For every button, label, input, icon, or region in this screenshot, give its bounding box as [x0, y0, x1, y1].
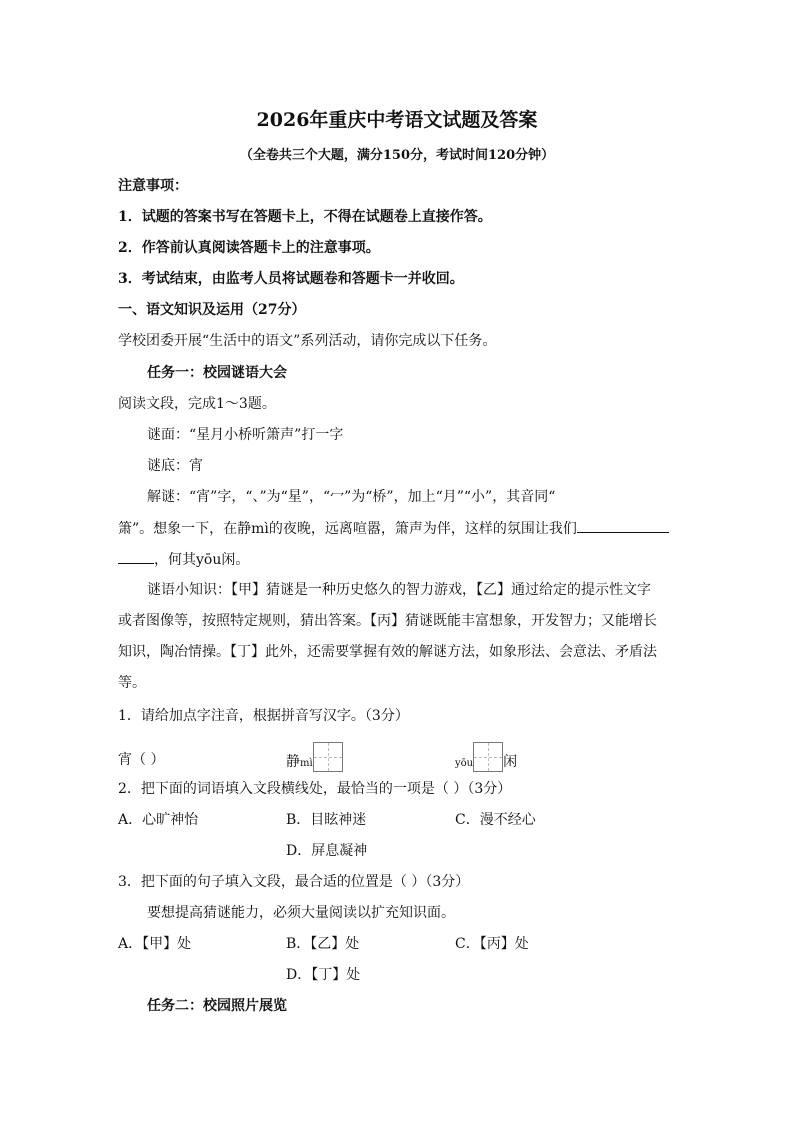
task1-heading: 任务一：校园谜语大会 [147, 365, 287, 381]
riddle-explanation-line: 箫”。想象一下，在静mì的夜晚，远离喧嚣，箫声为伴，这样的氛围让我们 [118, 518, 669, 539]
riddle-answer: 谜底：宵 [147, 458, 203, 474]
read-prompt: 阅读文段，完成1～3题。 [118, 396, 276, 412]
page-title: 2026年重庆中考语文试题及答案 [256, 109, 538, 131]
character-grid-box[interactable] [473, 742, 503, 772]
task2-heading: 任务二：校园照片展览 [147, 998, 287, 1014]
section-heading: 一、语文知识及运用（27分） [118, 302, 306, 318]
question-3-stem: 3．把下面的句子填入文段，最合适的位置是（ ）（3分） [118, 874, 470, 890]
answer-blank[interactable] [577, 518, 669, 533]
notice-item: 3．考试结束，由监考人员将试题卷和答题卡一并收回。 [118, 271, 464, 287]
question-2-stem: 2．把下面的词语填入文段横线处，最恰当的一项是（ ）（3分） [118, 781, 512, 797]
q1-item-c: yōu 闲 [455, 742, 517, 774]
q1-item-b: 静mì [286, 742, 343, 774]
riddle-face: 谜面：“星月小桥听箫声”打一字 [147, 427, 344, 443]
knowledge-line: 或者图像等，按照特定规则，猜出答案。【丙】猜谜既能丰富想象，开发智力；又能增长 [118, 613, 657, 629]
question-1-stem: 1．请给加点字注音，根据拼音写汉字。（3分） [118, 708, 409, 724]
character-grid-box[interactable] [313, 742, 343, 772]
q3-sentence: 要想提高猜谜能力，必须大量阅读以扩充知识面。 [147, 905, 455, 921]
q3-option-b[interactable]: B．【乙】处 [286, 936, 360, 952]
q3-option-a[interactable]: A．【甲】处 [118, 936, 192, 952]
q3-option-c[interactable]: C．【丙】处 [455, 936, 529, 952]
riddle-explanation-line: 解谜：“宵”字，“、”为“星”，“冖”为“桥”，加上“月”“小”，其音同“ [147, 489, 556, 505]
knowledge-line: 谜语小知识：【甲】猜谜是一种历史悠久的智力游戏，【乙】通过给定的提示性文字 [147, 582, 651, 598]
q2-option-a[interactable]: A．心旷神怡 [118, 812, 199, 828]
page-subtitle: （全卷共三个大题，满分150分，考试时间120分钟） [239, 148, 555, 163]
knowledge-line: 等。 [118, 675, 146, 691]
notice-item: 1．试题的答案书写在答题卡上，不得在试题卷上直接作答。 [118, 209, 492, 225]
notice-item: 2．作答前认真阅读答题卡上的注意事项。 [118, 240, 380, 256]
knowledge-line: 知识，陶冶情操。【丁】此外，还需要掌握有效的解谜方法，如象形法、会意法、矛盾法 [118, 644, 657, 660]
q2-option-c[interactable]: C．漫不经心 [455, 812, 536, 828]
q3-option-d[interactable]: D．【丁】处 [286, 967, 361, 983]
section-intro: 学校团委开展“生活中的语文”系列活动，请你完成以下任务。 [118, 333, 497, 349]
q1-item-a: 宵（ ） [118, 752, 165, 768]
riddle-explanation-line: ，何其yōu闲。 [118, 549, 249, 570]
q2-option-b[interactable]: B．目眩神迷 [286, 812, 367, 828]
notice-heading: 注意事项： [118, 178, 188, 194]
answer-blank[interactable] [118, 549, 154, 564]
q2-option-d[interactable]: D．屏息凝神 [286, 843, 368, 859]
